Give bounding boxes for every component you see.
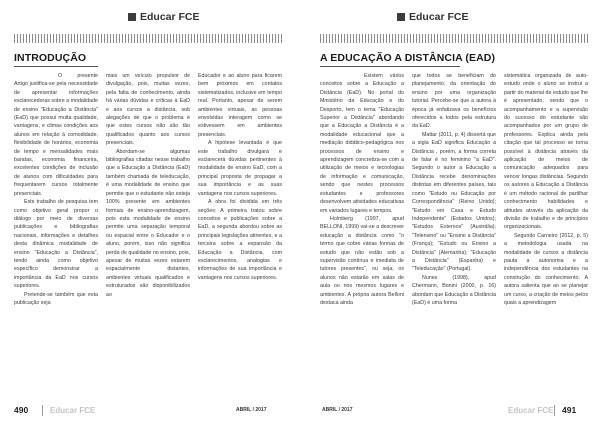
paragraph: Pretende-se também que esta publicação seja — [14, 291, 98, 306]
header-hatch-divider — [320, 34, 588, 43]
square-icon — [397, 13, 405, 21]
footer-date: ABRIL / 2017 — [236, 407, 267, 413]
text-columns — [320, 72, 588, 402]
paragraph: sistemática organizada de auto-estudo onde o aluno se instrui a partir do material de estudo que lhe é apresentado, sendo que o acompanhamento e a supervisão do sucesso do estudante são acompanhados por um grupo de professores. Explica ainda pela citação que tal processo se torna possível à distância através da aplicação de meios de comunicação adequados para vencer longas distâncias. Segundo os autores a Educação a Distância é um método racional de partilhar conhecimento habilidades e atitudes através da aplicação da divisão de trabalho e de princípios organizacionais. — [504, 73, 588, 231]
text-column-2 — [412, 72, 496, 402]
footer-brand: Educar FCE — [508, 406, 554, 415]
paragraph: Existem vários conceitos sobre a Educação a Distância (EaD). No portal do Ministério da Educação e do Desporto, tem o tema "Educação Superior a Distância" abordando que a Educação a Distância é a modalidade educacional que a mediação didático-pedagógica nos processos de ensino e aprendizagem concretiza-se com a utilização de meios e tecnologias de informação e comunicação, sendo que nestes processos estudantes e professores desenvolvem atividades educativas em variados lugares e tempos. — [320, 73, 404, 214]
paragraph: Abordam-se algumas bibliografias citadas nesse trabalho que a Educação a Distância (EaD) também chamada de teleducação, é uma modalidade de ensino que permite que o estudante não esteja 100% presente em ambientes formais de ensino-aprendizagem, pois esta modalidade de ensino permite uma separação temporal ou espacial entre o Educador e o aluno, porém, isso não significa perda de qualidade no ensino, pois, apesar de muitas vezes estarem espacialmente distantes, ambientes virtuais qualificados e estruturados são disponibilizados ao — [106, 148, 190, 298]
page-number: 491 — [562, 405, 577, 415]
paragraph: O presente Artigo justifica-se pela necessidade de apresentar informações esclarecedoras sobre a modalidade de ensino "Educação a Distância" (EaD) que possui muita qualidade, vantagens, e climas condições aos alunos em relação à comodidade, flexibilidade de horários, economia de tempo e mensalidades mais baratas, economia financeira, excelentes condições de inclusão de alunos com dificuldades para frequentarem cursos totalmente presenciais. — [14, 73, 98, 197]
text-column-1 — [320, 72, 404, 402]
right-page — [300, 0, 600, 424]
page-footer — [0, 405, 300, 419]
header-hatch-divider — [14, 34, 282, 43]
header-brand — [128, 11, 200, 23]
header-brand-text: Educar FCE — [140, 11, 200, 23]
footer-divider — [42, 405, 43, 416]
paragraph: Mattar (2011, p. 4) dissertá que a sigla EaD significa Educação a Distância , porém, a forma correta de falar é no feminino "a EaD". Segundo o autor a Educação a Distância recebe denominações distintas em diferentes países, tais como "Estudo ou Educação por Correspondência" (Reino Unido); "Estudo em Casa e Estudo Independente" (Estados Unidos); "Estudos Externos" (Austrália); "Telensino" ou "Ensino a Distância" (França); "Estudo ou Ensino a Distância" (Alemanha); "Educação a Distância" (Espanha) e "Teleducação" (Portugal). — [412, 131, 496, 273]
title-underline — [14, 66, 98, 67]
page-footer — [300, 405, 600, 419]
paragraph: que todos se beneficiam do planejamento, da orientação do ensino por uma organização tutorial. Percebe-se que a autora à época já enfatizava os benefícios oferecidos a todos pela estrutura da EaD. — [412, 73, 496, 130]
paragraph: Holmberg (1997, apud BELLONI, 1999) vai-se a descrever educação a distância como "o termo que cobre várias formas de estudo que não estão sob a supervisão contínua e imediata de tutores presentes", ou seja, os alunos não estarão em salas de aula ou nos mesmos lugares e ambientes. A própria autora Belloni destaca ainda — [320, 215, 404, 306]
square-icon — [128, 13, 136, 21]
text-column-1 — [14, 72, 98, 402]
text-columns — [14, 72, 282, 402]
title-underline — [320, 66, 460, 67]
footer-brand: Educar FCE — [50, 406, 96, 415]
text-column-3 — [504, 72, 588, 402]
header-brand-text: Educar FCE — [409, 11, 469, 23]
page-number: 490 — [14, 405, 29, 415]
paragraph: mais um veículo propulsor de divulgação, pois, muitas vezes, pela falta de conhecimento, ainda há várias dúvidas e críticas à EaD e aos cursos a distância, sob alegações de que o problema é que estes cursos não são tão qualificados quanto aos cursos presenciais. — [106, 73, 190, 147]
paragraph: Nunes (1998), apud Chermann, Bonini (2000, p. 16) abordam que Educação a Distância (EaD) é uma forma — [412, 274, 496, 306]
paragraph: A hipótese levantada é que este trabalho divulgará e esclarecerá dúvidas pertinentes à modalidade de ensino EaD, com a principal proposta de propagar a sua importância e as suas vantagens nos cursos superiores. — [198, 140, 282, 197]
paragraph: Segundo Carneiro (2012, p. 5) a metodologia usada na modalidade de cursos a distância pauta a autonomia e a independência dos estudantes na construção do conhecimento. A autora salienta que ao se planejar um curso, a criação de meios pelos quais a aprendizagem — [504, 232, 588, 306]
section-title: A EDUCAÇÃO A DISTÂNCIA (EAD) — [320, 52, 496, 64]
paragraph: Este trabalho de pesquisa tem como objetivo geral propor o diálogo por meio de diversas publicações e bibliografias nacionais, informações e detalhes desta dinâmica modalidade de ensino "Educação a Distância", tendo ainda como objetivo específico demonstrar a importância da EaD nos cursos superiores. — [14, 199, 98, 290]
text-column-3 — [198, 72, 282, 402]
section-title: INTRODUÇÃO — [14, 52, 87, 64]
footer-divider — [554, 405, 555, 416]
paragraph: Educador e ao aluno para ficarem bem próximos em contatos sistematizados, inclusive em tempo real. Portanto, apesar de serem ambientes virtuais, as pessoas envolvidas interagem como se estivessem em ambientes presenciais. — [198, 73, 282, 138]
footer-date: ABRIL / 2017 — [322, 407, 353, 413]
paragraph: A obra foi dividida em três seções: A primeira tratou sobre conceitos e publicações sobre a EaD, a segunda abordou sobre as principais legislações atinentes, e a terceira sobre a expansão da Educação a Distância, com esclarecimentos, analogias e informações de sua importância e vantagens nos cursos superiores. — [198, 199, 282, 281]
text-column-2 — [106, 72, 190, 402]
header-brand — [397, 11, 469, 23]
